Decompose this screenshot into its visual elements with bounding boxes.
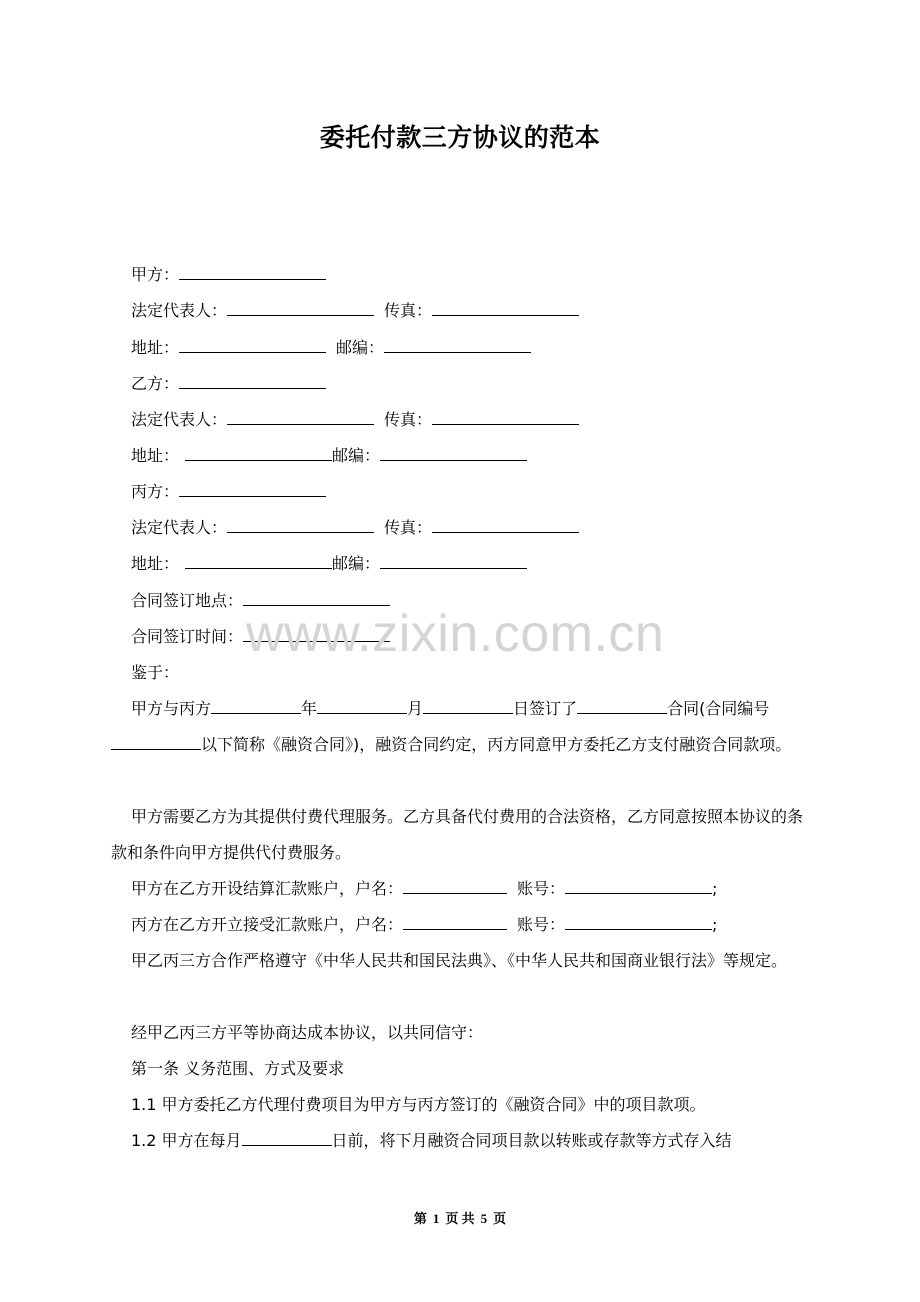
paragraph-agreement: 经甲乙丙三方平等协商达成本协议，以共同信守： [131,1023,484,1042]
para3-text: 甲方在乙方开设结算汇款账户，户名： [131,879,404,898]
fax-label: 传真： [384,518,433,537]
party-c-blank [179,482,326,497]
blank [577,699,667,714]
para1-text-a: 甲方与丙方 [131,699,212,718]
party-a-label: 甲方： [131,265,180,284]
clause-1-2 [111,1123,809,1159]
address-blank [185,554,332,569]
party-c-label: 丙方： [131,482,180,501]
account-name-blank [403,915,507,930]
party-b-blank [179,374,326,389]
party-c-line [131,482,326,502]
legal-rep-blank [227,518,374,533]
party-b-label: 乙方： [131,374,180,393]
page-footer [0,1208,920,1227]
paragraph-party-c-account [111,907,809,943]
fax-blank [432,410,579,425]
party-c-rep-line [131,518,579,538]
postcode-blank [380,554,527,569]
party-b-rep-line [131,410,579,430]
footer-prefix: 第 [413,1211,427,1226]
address-label: 地址： [131,338,180,357]
clause12-text-a: 1.2 甲方在每月 [131,1131,242,1150]
blank [423,699,513,714]
para1-month: 月 [407,699,424,718]
postcode-label: 邮编： [336,338,385,357]
postcode-blank [380,446,527,461]
fax-label: 传真： [384,301,433,320]
whereas-heading: 鉴于： [131,663,180,682]
paragraph-party-a-account [111,871,809,907]
party-a-line [131,265,326,285]
postcode-label: 邮编： [332,446,381,465]
address-label: 地址： [131,554,180,573]
party-c-address-line [131,554,527,574]
para1-contract: 合同(合同编号 [667,699,770,718]
para1-day: 日签订了 [513,699,578,718]
legal-rep-label: 法定代表人： [131,518,228,537]
legal-rep-blank [227,301,374,316]
contract-time-label: 合同签订时间： [131,627,244,646]
legal-rep-blank [227,410,374,425]
para1-year: 年 [301,699,318,718]
postcode-label: 邮编： [332,554,381,573]
party-b-line [131,374,326,394]
fax-blank [432,518,579,533]
footer-suffix: 页 [493,1211,507,1226]
party-a-blank [179,265,326,280]
para1-rest: 以下简称《融资合同》)，融资合同约定，丙方同意甲方委托乙方支付融资合同款项。 [201,735,792,754]
para4-account-label: 账号： [517,915,566,934]
clause12-text-b: 日前，将下月融资合同项目款以转账或存款等方式存入结 [331,1131,732,1150]
postcode-blank [384,338,531,353]
fax-label: 传真： [384,410,433,429]
legal-rep-label: 法定代表人： [131,410,228,429]
party-a-rep-line [131,301,579,321]
party-b-address-line [131,446,527,466]
blank [111,735,201,750]
account-name-blank [403,879,507,894]
watermark: www.zixin.com.cn [246,605,665,663]
account-number-blank [565,879,712,894]
paragraph-service: 甲方需要乙方为其提供付费代理服务。乙方具备代付费用的合法资格，乙方同意按照本协议的条款和条件向甲方提供代付费服务。 [111,807,804,862]
blank [211,699,301,714]
blank [242,1131,332,1146]
address-blank [179,338,326,353]
footer-page-number: 1 [432,1211,440,1226]
para4-end: ; [712,915,718,934]
fax-blank [432,301,579,316]
page-title: 委托付款三方协议的范本 [319,123,601,152]
paragraph-laws: 甲乙丙三方合作严格遵守《中华人民共和国民法典》、《中华人民共和国商业银行法》等规定。 [131,951,788,970]
para3-account-label: 账号： [517,879,566,898]
blank [317,699,407,714]
address-blank [185,446,332,461]
footer-mid: 页 共 [445,1211,475,1226]
address-label: 地址： [131,446,180,465]
account-number-blank [565,915,712,930]
para3-end: ; [712,879,718,898]
clause-1-1: 1.1 甲方委托乙方代理付费项目为甲方与丙方签订的《融资合同》中的项目款项。 [131,1095,706,1114]
party-a-address-line [131,338,531,358]
para4-text: 丙方在乙方开立接受汇款账户，户名： [131,915,404,934]
article-1-heading: 第一条 义务范围、方式及要求 [131,1059,345,1078]
contract-place-label: 合同签订地点： [131,591,244,610]
legal-rep-label: 法定代表人： [131,301,228,320]
paragraph-contract-info [111,691,809,763]
footer-total-pages: 5 [480,1211,488,1226]
